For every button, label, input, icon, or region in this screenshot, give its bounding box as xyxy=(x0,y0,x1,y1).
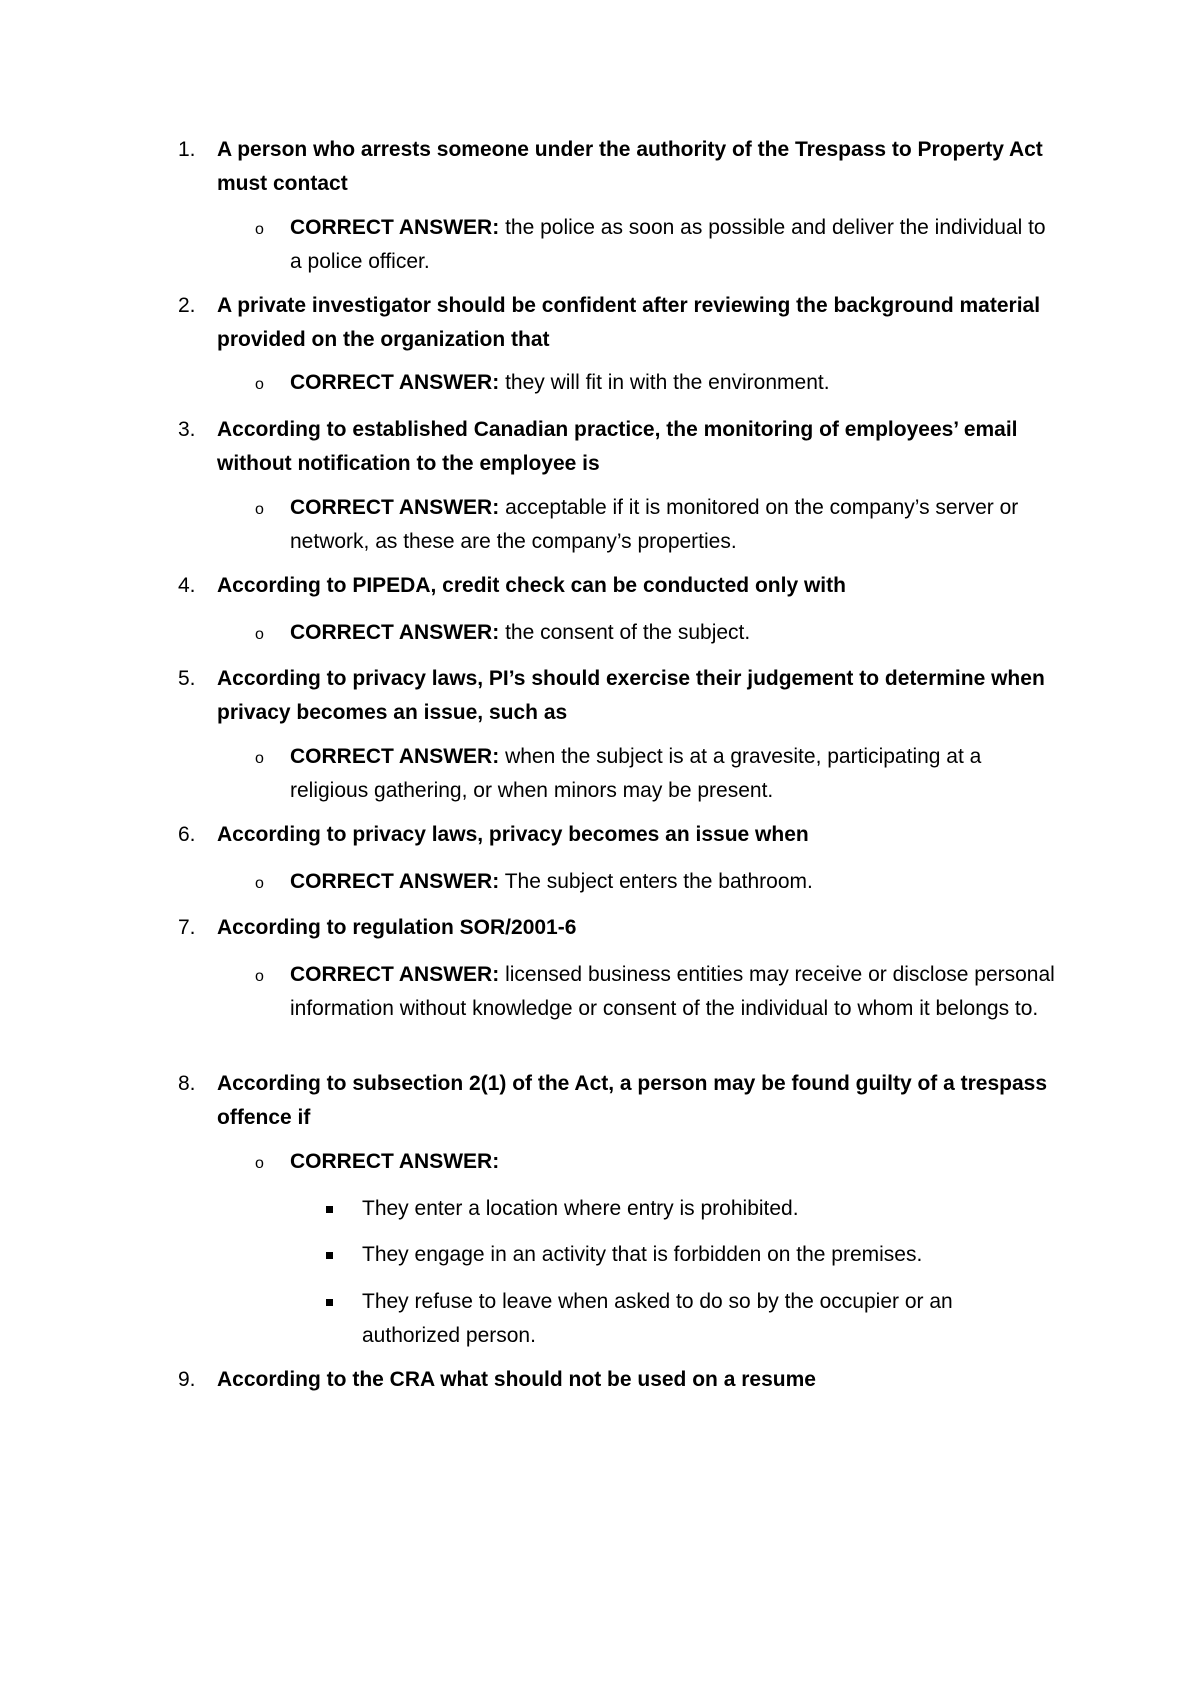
answer-label: CORRECT ANSWER: xyxy=(290,371,500,394)
answer-label: CORRECT ANSWER: xyxy=(290,216,500,239)
answer-text: the consent of the subject. xyxy=(505,621,751,644)
question-item xyxy=(178,662,1058,730)
question-text: According to PIPEDA, credit check can be conducted only with xyxy=(217,574,846,597)
circle-bullet-icon: o xyxy=(255,501,264,518)
sub-point-text: They refuse to leave when asked to do so by the occupier or an authorized person. xyxy=(362,1290,953,1347)
answer-text: the police as soon as possible and deliver the individual to a police officer. xyxy=(290,216,1046,273)
answer-text: licensed business entities may receive or disclose personal information without knowledge or consent of the individual to whom it belongs to. xyxy=(290,963,1055,1020)
question-text: A person who arrests someone under the authority of the Trespass to Property Act must contact xyxy=(217,138,1043,195)
question-item xyxy=(178,1067,1058,1135)
question-number: 7. xyxy=(178,916,196,939)
question-item xyxy=(178,569,1058,603)
question-item xyxy=(178,1363,1058,1397)
circle-bullet-icon: o xyxy=(255,875,264,892)
answer-item xyxy=(255,958,1055,1026)
question-number: 8. xyxy=(178,1072,196,1095)
circle-bullet-icon: o xyxy=(255,626,264,643)
question-item xyxy=(178,818,1058,852)
answer-item xyxy=(255,211,1055,279)
square-bullet-icon xyxy=(326,1299,333,1306)
answer-item xyxy=(255,865,1055,899)
question-number: 2. xyxy=(178,294,196,317)
question-text: A private investigator should be confident after reviewing the background material provided on the organization that xyxy=(217,294,1041,351)
answer-label: CORRECT ANSWER: xyxy=(290,745,500,768)
question-number: 1. xyxy=(178,138,196,161)
question-number: 3. xyxy=(178,418,196,441)
answer-label: CORRECT ANSWER: xyxy=(290,621,500,644)
answer-item xyxy=(255,616,1055,650)
circle-bullet-icon: o xyxy=(255,1155,264,1172)
square-bullet-icon xyxy=(326,1252,333,1259)
square-bullet-icon xyxy=(326,1206,333,1213)
circle-bullet-icon: o xyxy=(255,221,264,238)
question-number: 6. xyxy=(178,823,196,846)
sub-point-text: They enter a location where entry is prohibited. xyxy=(362,1197,799,1220)
answer-label: CORRECT ANSWER: xyxy=(290,1150,500,1173)
question-text: According to the CRA what should not be used on a resume xyxy=(217,1368,816,1391)
circle-bullet-icon: o xyxy=(255,376,264,393)
sub-point xyxy=(326,1285,1056,1353)
question-item xyxy=(178,133,1058,201)
question-text: According to established Canadian practice, the monitoring of employees’ email without notification to the employee is xyxy=(217,418,1018,475)
answer-item xyxy=(255,366,1055,400)
answer-item xyxy=(255,740,1055,808)
question-text: According to regulation SOR/2001-6 xyxy=(217,916,577,939)
answer-label: CORRECT ANSWER: xyxy=(290,963,500,986)
answer-text: when the subject is at a gravesite, participating at a religious gathering, or when minors may be present. xyxy=(290,745,982,802)
answer-item xyxy=(255,1145,1055,1179)
answer-text: acceptable if it is monitored on the company’s server or network, as these are the company’s properties. xyxy=(290,496,1019,553)
sub-point-text: They engage in an activity that is forbidden on the premises. xyxy=(362,1243,923,1266)
answer-label: CORRECT ANSWER: xyxy=(290,870,500,893)
question-text: According to privacy laws, privacy becomes an issue when xyxy=(217,823,809,846)
circle-bullet-icon: o xyxy=(255,750,264,767)
question-number: 4. xyxy=(178,574,196,597)
answer-item xyxy=(255,491,1055,559)
question-text: According to subsection 2(1) of the Act, a person may be found guilty of a trespass offence if xyxy=(217,1072,1048,1129)
question-number: 5. xyxy=(178,667,196,690)
answer-label: CORRECT ANSWER: xyxy=(290,496,500,519)
sub-point xyxy=(326,1192,1056,1226)
question-item xyxy=(178,911,1058,945)
question-text: According to privacy laws, PI’s should exercise their judgement to determine when privacy becomes an issue, such as xyxy=(217,667,1045,724)
answer-text: they will fit in with the environment. xyxy=(505,371,830,394)
answer-text: The subject enters the bathroom. xyxy=(504,870,813,893)
sub-point xyxy=(326,1238,1056,1272)
question-item xyxy=(178,289,1058,357)
question-number: 9. xyxy=(178,1368,196,1391)
circle-bullet-icon: o xyxy=(255,968,264,985)
question-item xyxy=(178,413,1058,481)
